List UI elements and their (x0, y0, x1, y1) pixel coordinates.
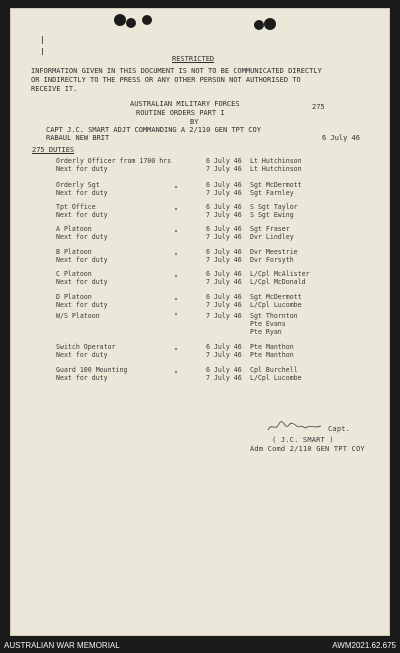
document-sheet (10, 8, 390, 636)
ditto-mark: " (174, 185, 178, 193)
duty-name: Sgt McDermott (250, 293, 302, 301)
commander-line: CAPT J.C. SMART ADJT COMMANDING A 2/110 GEN TPT COY (46, 126, 261, 134)
caveat-line-1: INFORMATION GIVEN IN THIS DOCUMENT IS NOT TO BE COMMUNICATED DIRECTLY (31, 67, 322, 75)
by-line: BY (190, 118, 199, 126)
duty-next-label: Next for duty (56, 189, 108, 197)
duty-next-date: 7 July 46 (206, 301, 242, 309)
punch-hole (114, 14, 126, 26)
duty-name: Sgt Thornton (250, 312, 298, 320)
duty-name: Pte Ryan (250, 328, 282, 336)
handwritten-signature (266, 420, 326, 434)
duty-date: 6 July 46 (206, 343, 242, 351)
signature-block-line-1: ( J.C. SMART ) (272, 436, 334, 444)
duty-role: Orderly Officer from 1700 hrs (56, 157, 172, 165)
duty-next-label: Next for duty (56, 301, 108, 309)
duty-next-name: L/Cpl Lucombe (250, 374, 302, 382)
duty-next-name: Pte Manthon (250, 351, 294, 359)
duty-next-label: Next for duty (56, 278, 108, 286)
duty-next-date: 7 July 46 (206, 233, 242, 241)
orders-line: ROUTINE ORDERS PART I (136, 109, 225, 117)
duty-date: 6 July 46 (206, 293, 242, 301)
duty-role: A Platoon (56, 225, 92, 233)
duty-next-label: Next for duty (56, 256, 108, 264)
classification-heading: RESTRICTED (172, 55, 215, 63)
duty-next-date: 7 July 46 (206, 278, 242, 286)
duty-date: 6 July 46 (206, 248, 242, 256)
ditto-mark: " (174, 312, 178, 320)
duty-date: 6 July 46 (206, 203, 242, 211)
ditto-mark: " (174, 207, 178, 215)
footer-bar (0, 636, 400, 653)
punch-hole (254, 20, 264, 30)
duty-next-name: L/Cpl McDonald (250, 278, 306, 286)
location: RABAUL NEW BRIT (46, 134, 110, 142)
punch-hole (264, 18, 276, 30)
duty-next-label: Next for duty (56, 165, 108, 173)
caveat-line-3: RECEIVE IT. (31, 85, 78, 93)
duty-role: Switch Operator (56, 343, 116, 351)
duty-name: Sgt Fraser (250, 225, 290, 233)
duty-date: 6 July 46 (206, 181, 242, 189)
duty-name: Sgt McDermott (250, 181, 302, 189)
margin-mark (42, 48, 43, 55)
punch-hole (142, 15, 152, 25)
duty-name: Pte Manthon (250, 343, 294, 351)
ditto-mark: " (174, 252, 178, 260)
duty-next-date: 7 July 46 (206, 256, 242, 264)
order-date: 6 July 46 (322, 134, 360, 142)
duty-date: 6 July 46 (206, 157, 242, 165)
duty-next-date: 7 July 46 (206, 211, 242, 219)
footer-institution: AUSTRALIAN WAR MEMORIAL (4, 641, 120, 650)
duty-role: W/S Platoon (56, 312, 100, 320)
duty-next-name: Dvr Lindley (250, 233, 294, 241)
duty-role: C Platoon (56, 270, 92, 278)
duty-name: Pte Evans (250, 320, 286, 328)
duty-next-label: Next for duty (56, 351, 108, 359)
duty-next-name: Lt Hutchinson (250, 165, 302, 173)
punch-hole (126, 18, 136, 28)
duty-name: Lt Hutchinson (250, 157, 302, 165)
duty-next-name: L/Cpl Lucombe (250, 301, 302, 309)
duty-name: S Sgt Taylor (250, 203, 298, 211)
ditto-mark: " (174, 229, 178, 237)
duty-next-date: 7 July 46 (206, 351, 242, 359)
org-line: AUSTRALIAN MILITARY FORCES (130, 100, 240, 108)
duty-name: Dvr Meestrie (250, 248, 298, 256)
duty-date: 6 July 46 (206, 225, 242, 233)
duty-next-label: Next for duty (56, 374, 108, 382)
signature-block-line-2: Adm Comd 2/110 GEN TPT COY (250, 445, 365, 453)
duty-date: 6 July 46 (206, 366, 242, 374)
ditto-mark: " (174, 274, 178, 282)
duty-next-name: Sgt Farnley (250, 189, 294, 197)
duty-date: 7 July 46 (206, 312, 242, 320)
signature-rank: Capt. (328, 425, 351, 433)
caveat-line-2: OR INDIRECTLY TO THE PRESS OR ANY OTHER PERSON NOT AUTHORISED TO (31, 76, 301, 84)
duty-next-label: Next for duty (56, 233, 108, 241)
duty-name: Cpl Burchell (250, 366, 298, 374)
duty-role: B Platoon (56, 248, 92, 256)
margin-mark (42, 36, 43, 44)
order-number: 275 (312, 103, 325, 111)
duty-next-date: 7 July 46 (206, 189, 242, 197)
duty-next-label: Next for duty (56, 211, 108, 219)
duty-role: Guard 100 Mounting (56, 366, 128, 374)
duty-name: L/Cpl McAlister (250, 270, 310, 278)
ditto-mark: " (174, 370, 178, 378)
duty-role: Orderly Sgt (56, 181, 100, 189)
duty-next-date: 7 July 46 (206, 165, 242, 173)
footer-accession-number: AWM2021.62.675 (332, 641, 396, 650)
ditto-mark: " (174, 347, 178, 355)
ditto-mark: " (174, 297, 178, 305)
duty-next-name: S Sgt Ewing (250, 211, 294, 219)
section-title: 275 DUTIES (32, 146, 75, 154)
duty-date: 6 July 46 (206, 270, 242, 278)
duty-next-name: Dvr Forsyth (250, 256, 294, 264)
duty-next-date: 7 July 46 (206, 374, 242, 382)
duty-role: D Platoon (56, 293, 92, 301)
duty-role: Tpt Office (56, 203, 96, 211)
